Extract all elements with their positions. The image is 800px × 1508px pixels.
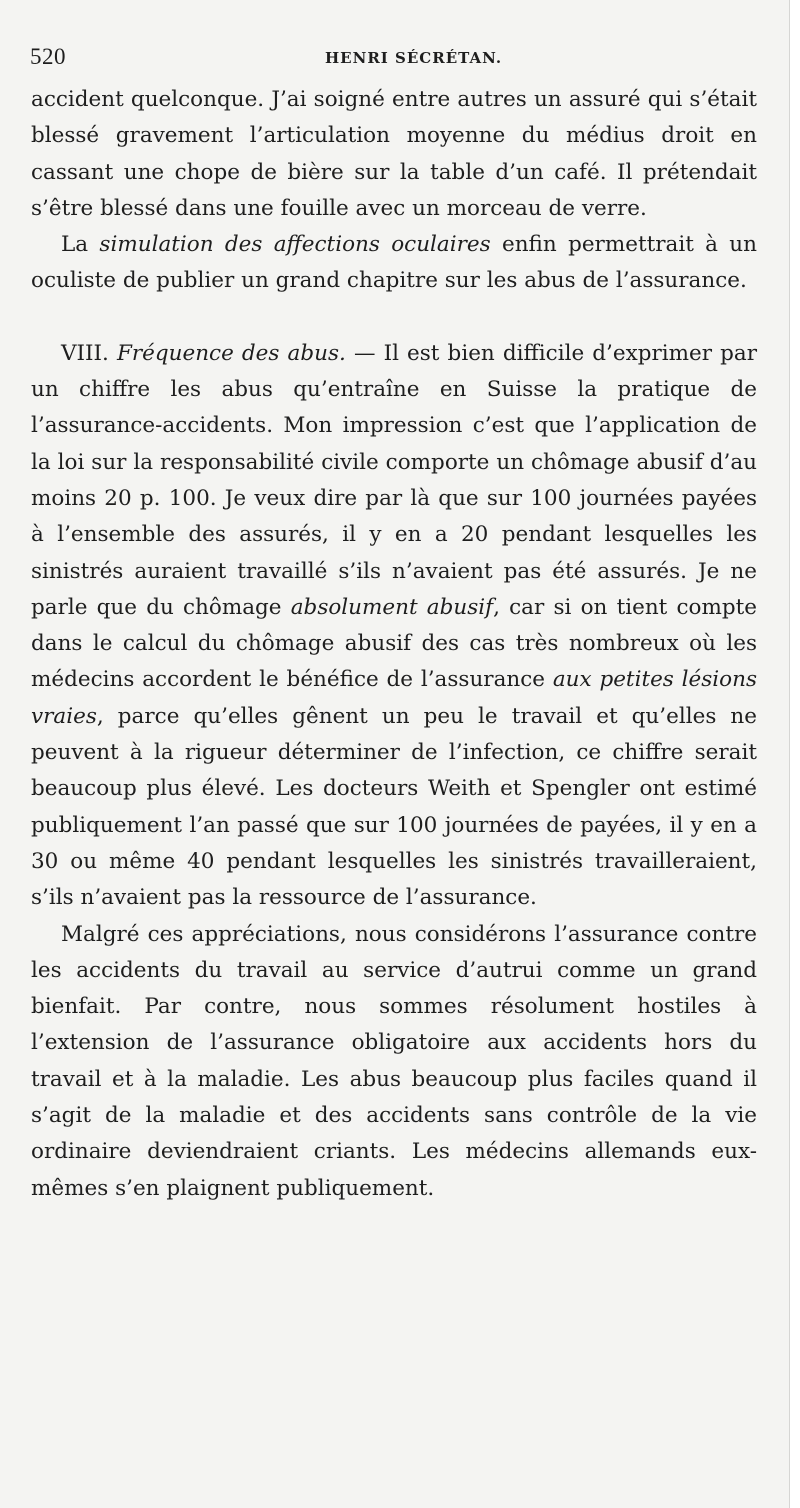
body-text <box>31 82 757 1207</box>
running-head: HENRI SÉCRÉTAN. <box>325 49 503 67</box>
section-numeral: VIII. <box>61 340 117 366</box>
section-text-b: , car si on tient compte dans le calcul du chômage abusif des cas très nombreux où les médecins accordent le bénéfice de l’assurance <box>31 594 757 693</box>
section-viii-paragraph <box>31 336 757 917</box>
paragraph-2 <box>31 227 757 300</box>
paragraph-2-lead: La <box>61 232 100 258</box>
paragraph-2-italic: simulation des affections oculaires <box>99 232 491 258</box>
page-number: 520 <box>30 44 66 69</box>
paragraph-1 <box>31 82 757 227</box>
section-text-a: — Il est bien difficile d’exprimer par un chiffre les abus qu’entraîne en Suisse la pratique de l’assurance-accidents. Mon impression c’est que l’application de la loi sur la responsabilité civile comporte un chômage abusif d’au moins 20 p. 100. Je veux dire par là que sur 100 journées payées à l’ensemble des assurés, il y en a 20 pendant lesquelles les sinistrés auraient travaillé s’ils n’avaient pas été assurés. Je ne parle que du chômage <box>31 340 757 620</box>
paragraph-4-text: Malgré ces appréciations, nous considérons l’assurance contre les accidents du travail au service d’autrui comme un grand bienfait. Par contre, nous sommes résolument hostiles à l’extension de l’assurance obligatoire aux accidents hors du travail et à la maladie. Les abus beaucoup plus faciles quand il s’agit de la maladie et des accidents sans contrôle de la vie ordinaire deviendraient criants. Les médecins allemands eux-mêmes s’en plaignent publiquement. <box>31 921 757 1201</box>
section-heading: Fréquence des abus. <box>116 340 346 366</box>
section-italic-a: absolument abusif <box>290 594 494 620</box>
section-italic-b: aux petites lésions vraies <box>31 667 757 729</box>
page-edge <box>789 0 800 1508</box>
paragraph-1-text: accident quelconque. J’ai soigné entre autres un assuré qui s’était blessé gravement l’articulation moyenne du médius droit en cassant une chope de bière sur la table d’un café. Il prétendait s’être blessé dans une fouille avec un morceau de verre. <box>31 87 757 221</box>
paragraph-2-rest: enfin permettrait à un oculiste de publier un grand chapitre sur les abus de l’assurance. <box>31 232 757 294</box>
section-text-c: , parce qu’elles gênent un peu le travail et qu’elles ne peuvent à la rigueur déterminer de l’infection, ce chiffre serait beaucoup plus élevé. Les docteurs Weith et Spengler ont estimé publiquement l’an passé que sur 100 journées de payées, il y en a 30 ou même 40 pendant lesquelles les sinistrés travailleraient, s’ils n’avaient pas la ressource de l’assurance. <box>31 703 757 911</box>
paragraph-4 <box>31 917 757 1207</box>
page-header <box>30 44 760 74</box>
